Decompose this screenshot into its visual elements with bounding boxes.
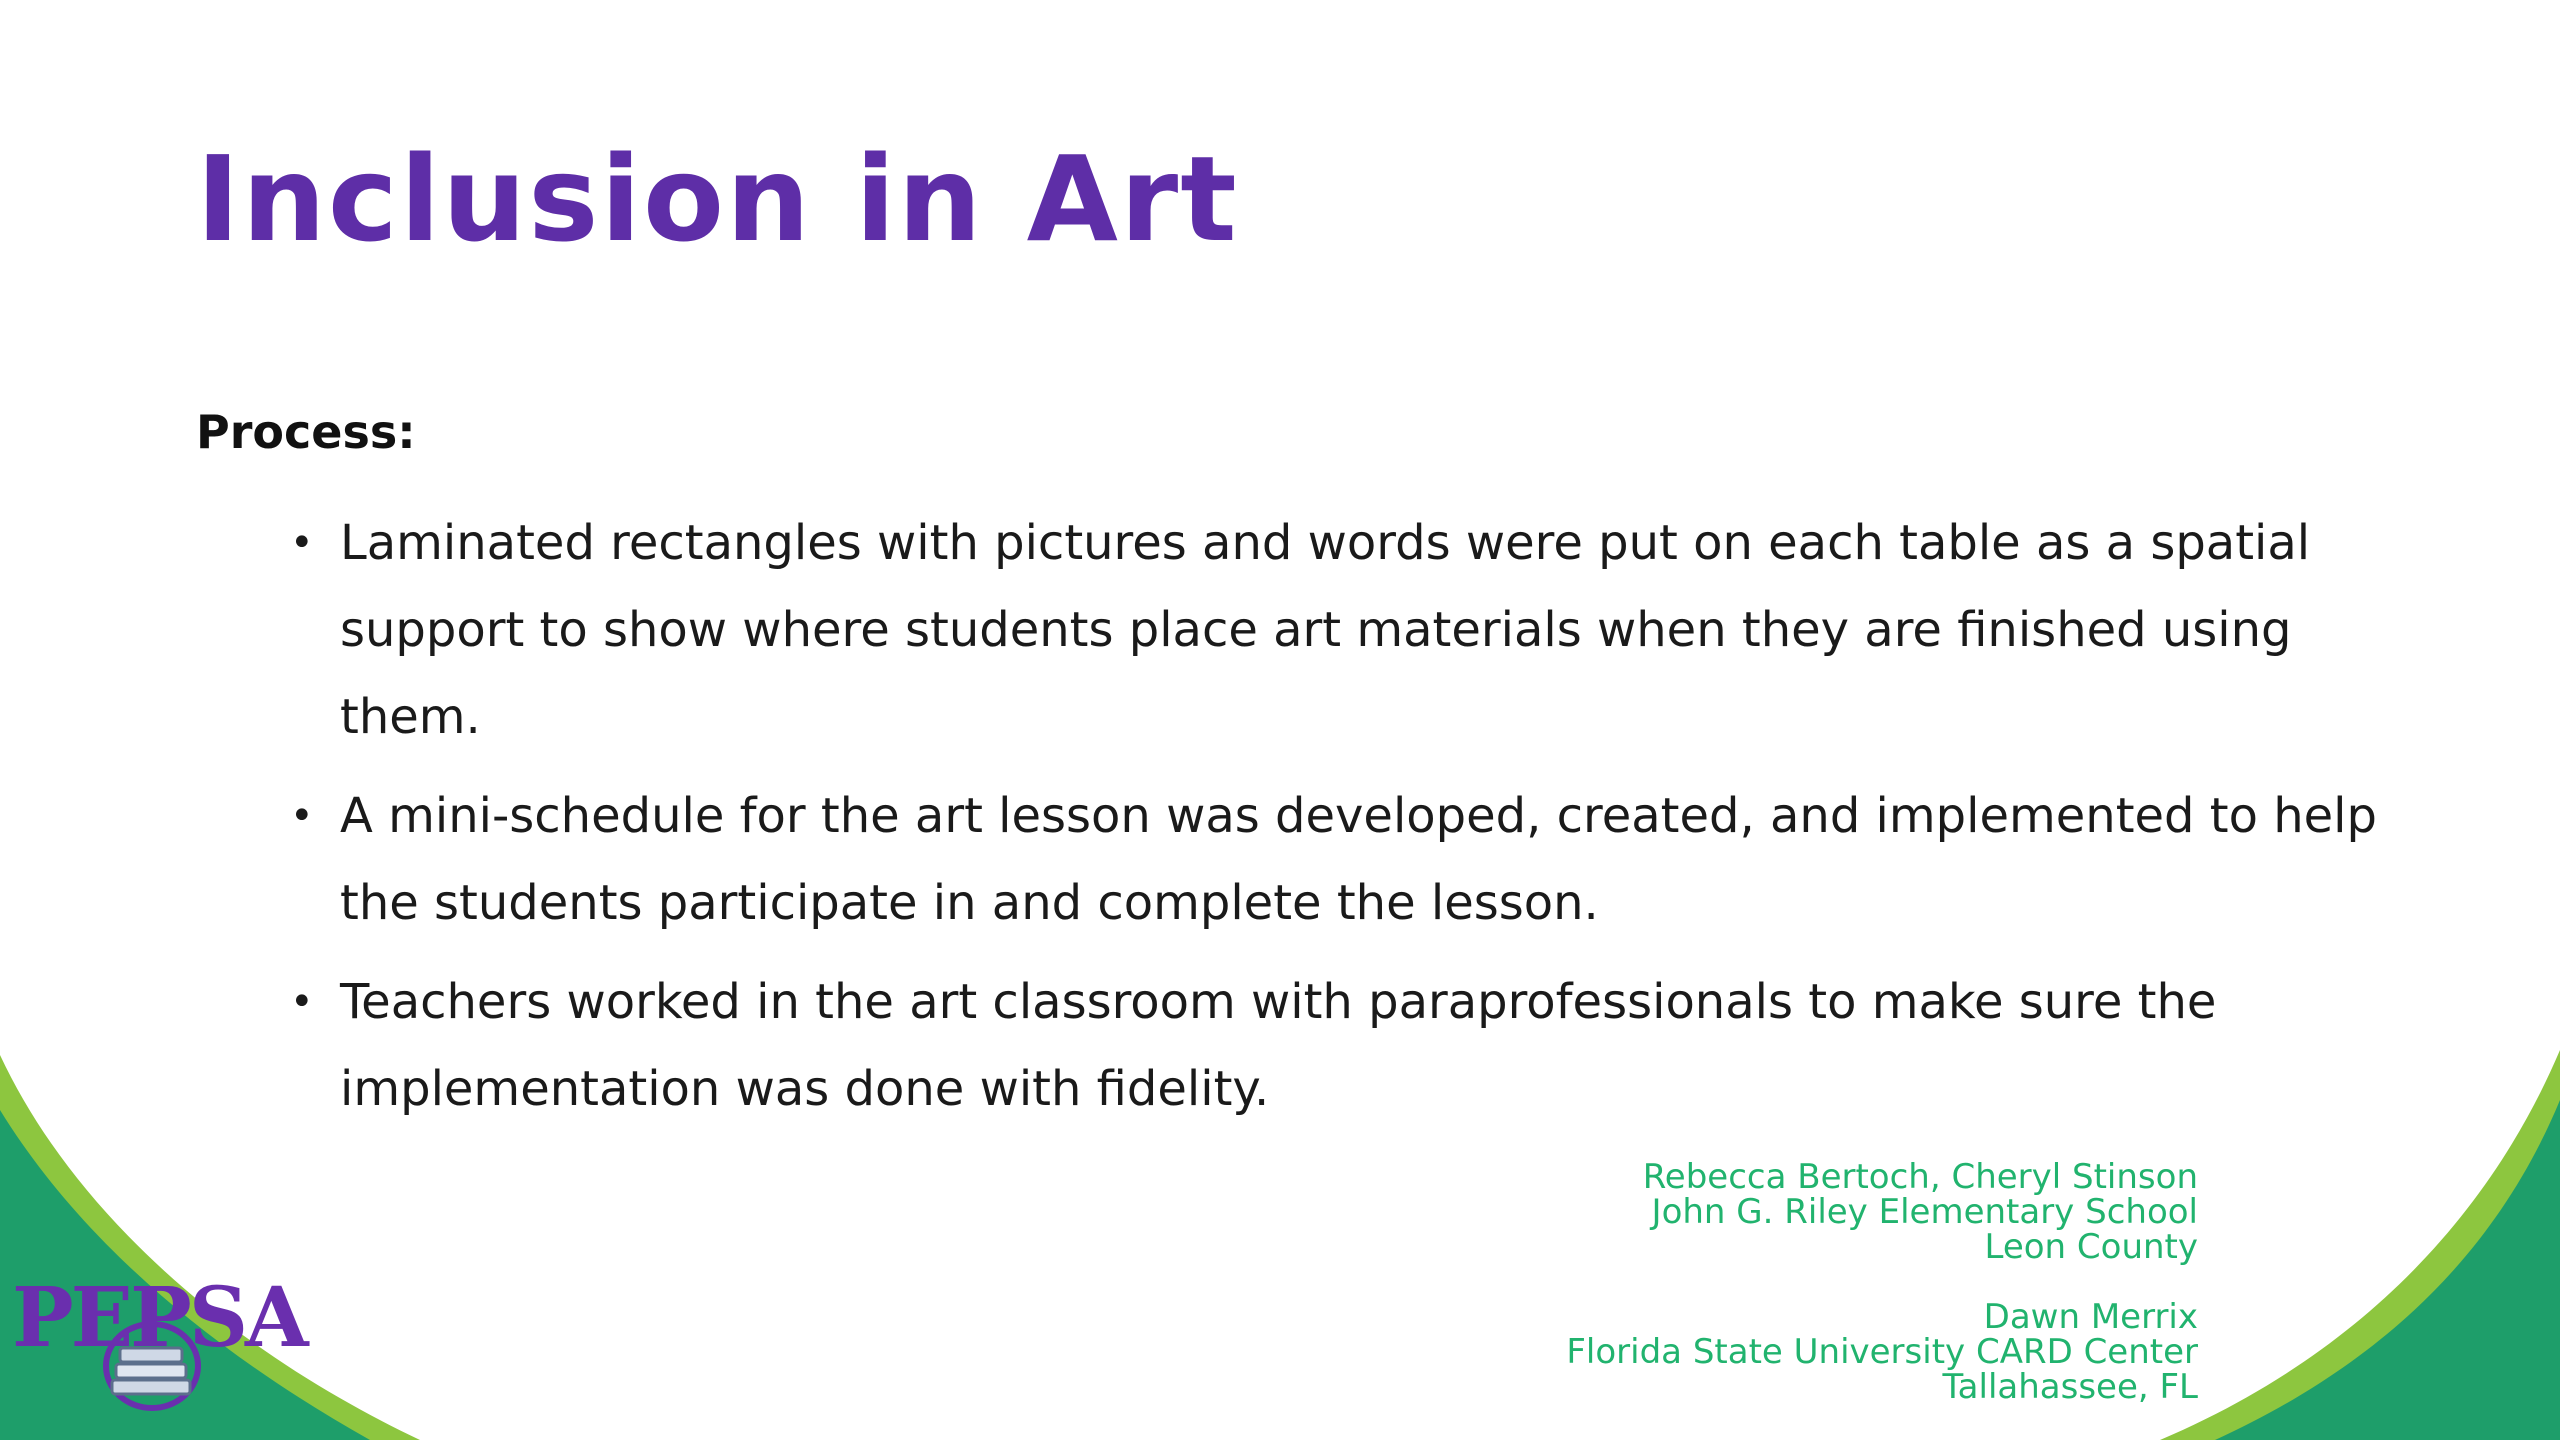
bullet-dot: • [290,520,314,566]
logo-text: PEPSA [12,1270,306,1366]
credit-location: Tallahassee, FL [1942,1367,2198,1407]
section-label: Process: [196,405,416,459]
bullet-dot: • [290,979,314,1025]
credit-county: Leon County [1984,1227,2198,1267]
bullet-item [290,959,2410,1133]
credit-school: John G. Riley Elementary School [1651,1192,2198,1232]
bullet-text: A mini-schedule for the art lesson was developed, created, and implemented to help the students participate in and complete the lesson. [340,788,2377,931]
credit-author-2: Dawn Merrix [1983,1297,2198,1337]
bullet-dot: • [290,793,314,839]
pepsa-logo [12,1270,306,1420]
bullet-list [290,500,2410,1145]
bullet-item [290,500,2410,761]
bullet-text: Teachers worked in the art classroom with paraprofessionals to make sure the implementation was done with fidelity. [340,974,2217,1117]
slide-title: Inclusion in Art [196,130,1239,268]
bullet-item [290,773,2410,947]
bullet-text: Laminated rectangles with pictures and words were put on each table as a spatial support to show where students place art materials when they are finished using them. [340,515,2311,745]
credit-authors: Rebecca Bertoch, Cheryl Stinson [1642,1157,2198,1197]
credit-spacer [1566,1265,2198,1300]
credits-block [1566,1157,2198,1407]
credit-organization: Florida State University CARD Center [1566,1332,2198,1372]
